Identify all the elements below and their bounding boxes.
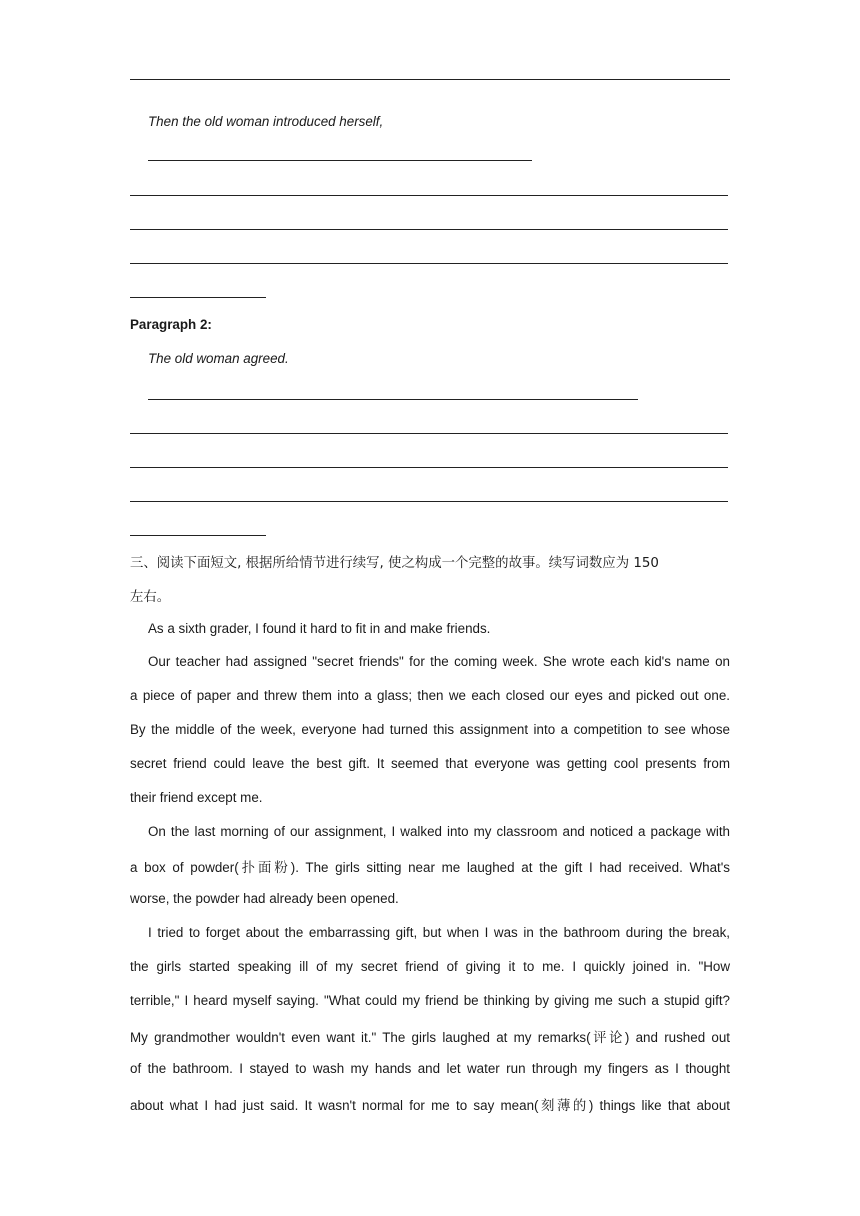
passage-line: secret friend could leave the best gift. It seemed that everyone was getting cool presents from [130,756,730,771]
passage-line: terrible," I heard myself saying. "What could my friend be thinking by giving me such a stupid gift? [130,993,730,1008]
answer-line [130,467,728,468]
task-instruction-line2: 左右。 [130,590,171,605]
answer-line [130,195,728,196]
answer-line [130,229,728,230]
passage-line: their friend except me. [130,790,263,805]
sentence-prompt-1: Then the old woman introduced herself, [148,114,384,129]
passage-line: a piece of paper and threw them into a glass; then we each closed our eyes and picked out one. [130,688,730,703]
sentence-prompt-2: The old woman agreed. [148,351,289,366]
task-instruction-line1: 三、阅读下面短文, 根据所给情节进行续写, 使之构成一个完整的故事。续写词数应为 150 [130,556,659,571]
answer-line [148,160,532,161]
passage-line: Our teacher had assigned "secret friends" for the coming week. She wrote each kid's name on [148,654,730,669]
passage-line: On the last morning of our assignment, I walked into my classroom and noticed a package with [148,824,730,839]
answer-line [130,263,728,264]
passage-line: My grandmother wouldn't even want it." The girls laughed at my remarks(评论) and rushed out [130,1030,730,1045]
passage-line: the girls started speaking ill of my secret friend of giving it to me. I quickly joined in. "How [130,959,730,974]
answer-line [130,79,730,80]
passage-line: about what I had just said. It wasn't normal for me to say mean(刻薄的) things like that about [130,1098,730,1113]
paragraph-heading: Paragraph 2: [130,317,212,332]
answer-line [130,501,728,502]
answer-line [130,535,266,536]
passage-line: a box of powder(扑面粉). The girls sitting near me laughed at the gift I had received. What's [130,860,730,875]
answer-line [130,433,728,434]
passage-line: of the bathroom. I stayed to wash my hands and let water run through my fingers as I thought [130,1061,730,1076]
passage-line: I tried to forget about the embarrassing gift, but when I was in the bathroom during the break, [148,925,730,940]
passage-line: worse, the powder had already been opened. [130,891,399,906]
answer-line [130,297,266,298]
answer-line [148,399,638,400]
passage-line: By the middle of the week, everyone had turned this assignment into a competition to see whose [130,722,730,737]
passage-line: As a sixth grader, I found it hard to fit in and make friends. [148,621,491,636]
